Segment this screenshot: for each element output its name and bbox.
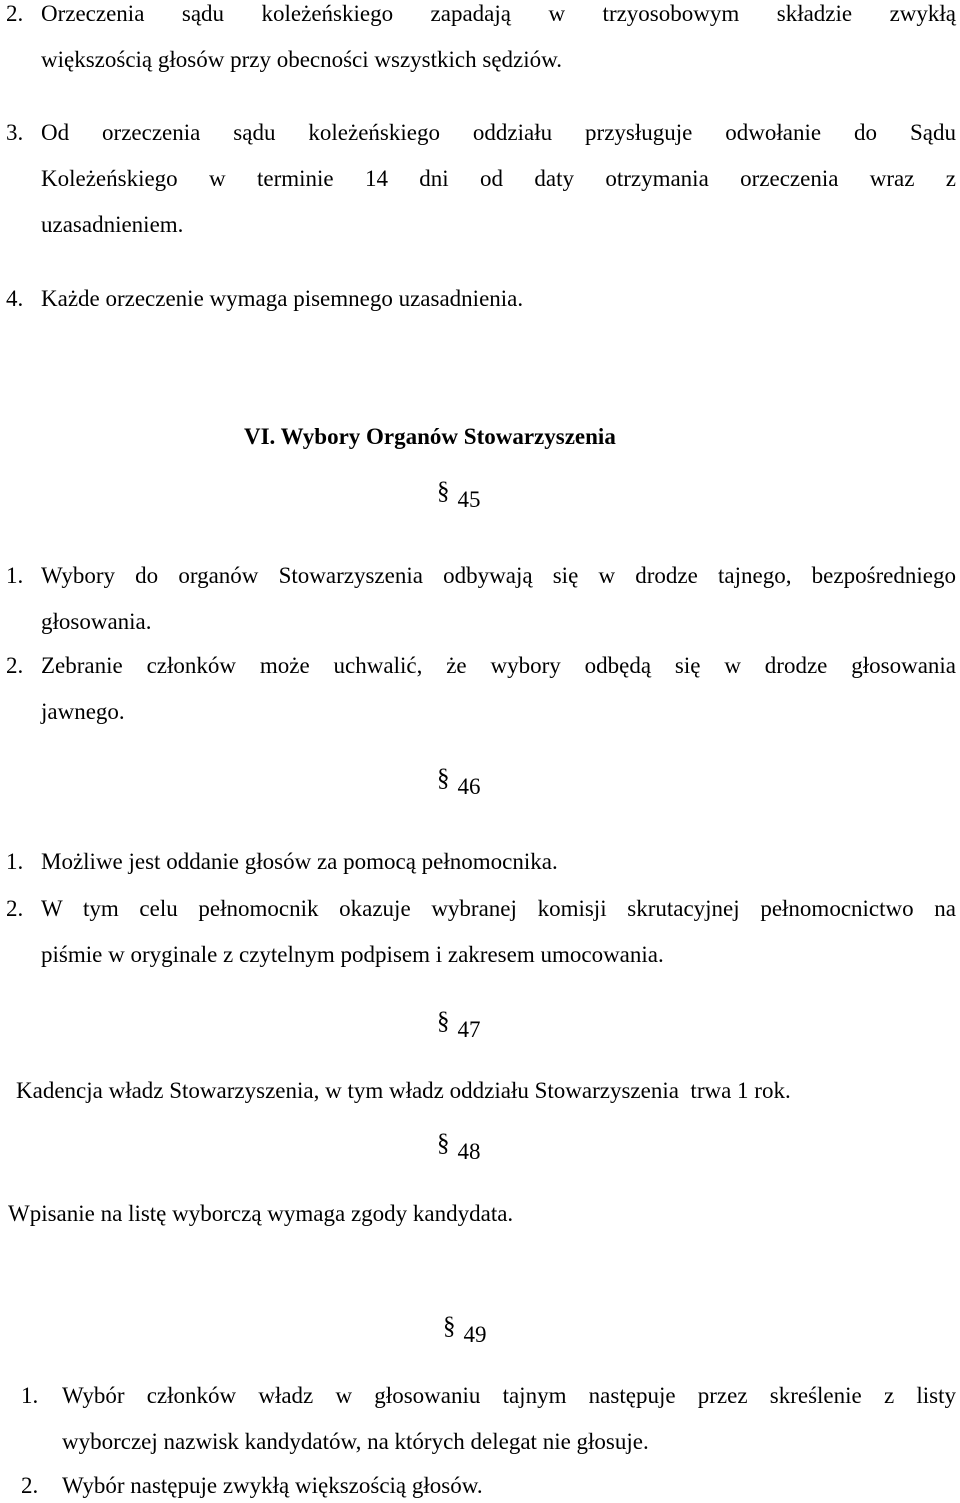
item-number: 4. [6, 286, 24, 311]
item-text [41, 0, 956, 92]
section-sign-icon: § [437, 765, 450, 792]
section-number: 49 [463, 1322, 487, 1347]
item-text: Możliwe jest oddanie głosów za pomocą pełnomocnika. [41, 849, 558, 874]
section-48-text: Wpisanie na listę wyborczą wymaga zgody kandydata. [8, 1201, 514, 1226]
item-text [41, 562, 956, 654]
section-46-heading [437, 765, 481, 801]
text-line: wyborczej nazwisk kandydatów, na których delegat nie głosuje. [62, 1429, 649, 1454]
text-line: większością głosów przy obecności wszystkich sędziów. [41, 47, 562, 72]
item-text [41, 652, 956, 744]
text-line: uzasadnieniem. [41, 212, 184, 237]
section-sign-icon: § [437, 478, 450, 505]
text-line: Koleżeńskiego w terminie 14 dni od daty otrzymania orzeczenia wraz z [41, 166, 956, 191]
text-line: Od orzeczenia sądu koleżeńskiego oddziału przysługuje odwołanie do Sądu [41, 120, 956, 145]
section-number: 47 [457, 1017, 481, 1042]
item-number: 2. [6, 653, 24, 678]
section-45-heading [437, 478, 481, 514]
chapter-heading: VI. Wybory Organów Stowarzyszenia [244, 424, 616, 449]
section-47-heading [437, 1008, 481, 1044]
item-text: Każde orzeczenie wymaga pisemnego uzasadnienia. [41, 286, 524, 311]
section-47-text: Kadencja władz Stowarzyszenia, w tym władz oddziału Stowarzyszenia trwa 1 rok. [16, 1078, 791, 1103]
item-number: 2. [21, 1473, 39, 1498]
item-number: 1. [21, 1383, 39, 1408]
item-number: 2. [6, 1, 24, 26]
text-line: Wybór członków władz w głosowaniu tajnym następuje przez skreślenie z listy [62, 1383, 956, 1408]
item-text: Wybór następuje zwykłą większością głosów. [62, 1473, 483, 1498]
item-number: 3. [6, 120, 24, 145]
section-49-heading [443, 1313, 487, 1349]
text-line: jawnego. [41, 699, 125, 724]
text-line: Orzeczenia sądu koleżeńskiego zapadają w trzyosobowym składzie zwykłą [41, 1, 956, 26]
section-number: 46 [457, 774, 481, 799]
item-text [41, 895, 956, 987]
section-number: 48 [457, 1139, 481, 1164]
section-sign-icon: § [437, 1008, 450, 1035]
item-number: 1. [6, 849, 24, 874]
text-line: piśmie w oryginale z czytelnym podpisem i zakresem umocowania. [41, 942, 664, 967]
text-line: W tym celu pełnomocnik okazuje wybranej komisji skrutacyjnej pełnomocnictwo na [41, 896, 956, 921]
text-line: Zebranie członków może uchwalić, że wybory odbędą się w drodze głosowania [41, 653, 956, 678]
section-sign-icon: § [437, 1130, 450, 1157]
item-text [41, 119, 956, 257]
item-text [62, 1382, 956, 1474]
text-line: głosowania. [41, 609, 152, 634]
section-number: 45 [457, 487, 481, 512]
text-line: Wybory do organów Stowarzyszenia odbywają się w drodze tajnego, bezpośredniego [41, 563, 956, 588]
item-number: 2. [6, 896, 24, 921]
section-sign-icon: § [443, 1313, 456, 1340]
section-48-heading [437, 1130, 481, 1166]
item-number: 1. [6, 563, 24, 588]
